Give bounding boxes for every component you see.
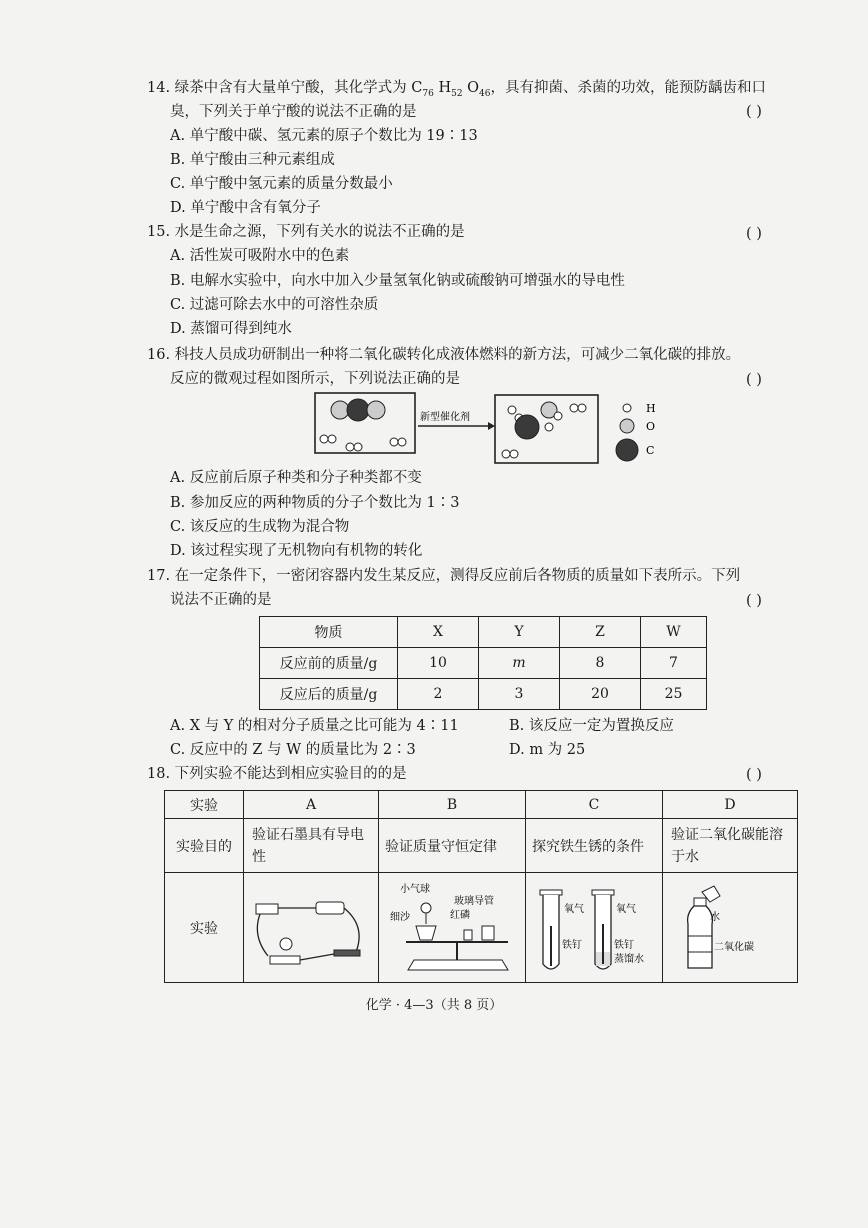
q14-stem-line1: 14. 绿茶中含有大量单宁酸，其化学式为 $C_{76}$ $H_{52}$ $O_{46}$，具有抑菌、杀菌的功效，能预防龋齿和口: [147, 80, 766, 99]
q18-stem: 18. 下列实验不能达到相应实验目的的是: [147, 766, 407, 782]
q16-option-d: D. 该过程实现了无机物向有机物的转化: [170, 543, 423, 559]
q15-stem: 15. 水是生命之源，下列有关水的说法不正确的是: [147, 224, 465, 240]
q14-option-c: C. 单宁酸中氢元素的质量分数最小: [170, 176, 393, 192]
q16-option-a: A. 反应前后原子种类和分子种类都不变: [170, 470, 422, 486]
q14-option-d: D. 单宁酸中含有氧分子: [170, 200, 321, 216]
q15-option-c: C. 过滤可除去水中的可溶性杂质: [170, 297, 379, 313]
oxygen-atom: [331, 401, 349, 419]
carbon-atom: [347, 399, 369, 421]
q15-option-d: D. 蒸馏可得到纯水: [170, 321, 292, 337]
table-row: 实验 A B C D: [165, 791, 798, 819]
table-row: 反应后的质量/g 2 3 20 25: [260, 679, 707, 710]
oxygen-atom: [367, 401, 385, 419]
svg-text:水: 水: [710, 912, 720, 923]
table-row: 反应前的质量/g 10 m 8 7: [260, 648, 707, 679]
test-tubes-diagram: [532, 886, 662, 976]
catalyst-label: 新型催化剂: [420, 412, 470, 423]
q15-option-a: A. 活性炭可吸附水中的色素: [170, 248, 350, 264]
q16-option-c: C. 该反应的生成物为混合物: [170, 519, 350, 535]
q15-option-b: B. 电解水实验中，向水中加入少量氢氧化钠或硫酸钠可增强水的导电性: [170, 273, 625, 289]
svg-text:铁钉: 铁钉: [562, 940, 582, 951]
svg-text:氧气: 氧气: [616, 904, 636, 915]
table-row: 实验目的 验证石墨具有导电性 验证质量守恒定律 探究铁生锈的条件 验证二氧化碳能溶于水: [165, 819, 798, 873]
legend-c: C: [646, 444, 655, 457]
q17-option-c: C. 反应中的 Z 与 W 的质量比为 2∶3: [170, 742, 416, 758]
q16-reaction-diagram: [312, 392, 672, 468]
legend-h: H: [646, 402, 656, 415]
svg-text:小气球: 小气球: [400, 884, 430, 895]
bulb-icon: [280, 938, 292, 950]
graphite-rod-icon: [334, 950, 360, 956]
q16-option-b: B. 参加反应的两种物质的分子个数比为 1∶3: [170, 495, 460, 511]
q17-option-b: B. 该反应一定为置换反应: [509, 718, 674, 734]
table-row: 物质 X Y Z W: [260, 617, 707, 648]
q16-stem-line1: 16. 科技人员成功研制出一种将二氧化碳转化成液体燃料的新方法，可减少二氧化碳的排放。: [147, 347, 741, 363]
svg-text:细沙: 细沙: [390, 912, 410, 923]
balance-diagram: [384, 880, 524, 976]
q14-answer-bracket: ( ): [746, 104, 762, 120]
svg-text:玻璃导管: 玻璃导管: [454, 896, 494, 907]
svg-text:氧气: 氧气: [564, 904, 584, 915]
svg-text:二氧化碳: 二氧化碳: [714, 942, 754, 953]
circuit-diagram: [248, 886, 368, 976]
q17-option-a: A. X 与 Y 的相对分子质量之比可能为 4∶11: [170, 718, 459, 734]
q18-answer-bracket: ( ): [746, 767, 762, 783]
q17-option-d: D. m 为 25: [509, 742, 586, 758]
oxygen-legend-icon: [620, 419, 634, 433]
q17-stem-line2: 说法不正确的是: [170, 592, 272, 608]
q17-table: [259, 616, 707, 710]
svg-text:蒸馏水: 蒸馏水: [614, 954, 644, 965]
table-row: 实验: [165, 873, 798, 983]
bottle-diagram: [680, 880, 790, 976]
battery-icon: [316, 902, 344, 914]
q16-stem-line2: 反应的微观过程如图所示，下列说法正确的是: [170, 371, 460, 387]
q17-stem-line1: 17. 在一定条件下，一密闭容器内发生某反应，测得反应前后各物质的质量如下表所示。下列: [147, 568, 741, 584]
legend-o: O: [646, 420, 656, 433]
svg-text:红磷: 红磷: [450, 910, 470, 921]
q15-answer-bracket: ( ): [746, 226, 762, 242]
q14-option-a: A. 单宁酸中碳、氢元素的原子个数比为 19∶13: [170, 128, 478, 144]
plastic-bottle-icon: [688, 906, 713, 968]
q14-stem-line2: 臭，下列关于单宁酸的说法不正确的是: [170, 104, 417, 120]
q14-option-b: B. 单宁酸由三种元素组成: [170, 152, 335, 168]
carbon-legend-icon: [616, 439, 638, 461]
q17-answer-bracket: ( ): [746, 593, 762, 609]
page-footer: 化学 · 4—3（共 8 页）: [365, 998, 503, 1013]
hydrogen-legend-icon: [623, 404, 631, 412]
q16-answer-bracket: ( ): [746, 372, 762, 388]
svg-text:铁钉: 铁钉: [614, 940, 634, 951]
